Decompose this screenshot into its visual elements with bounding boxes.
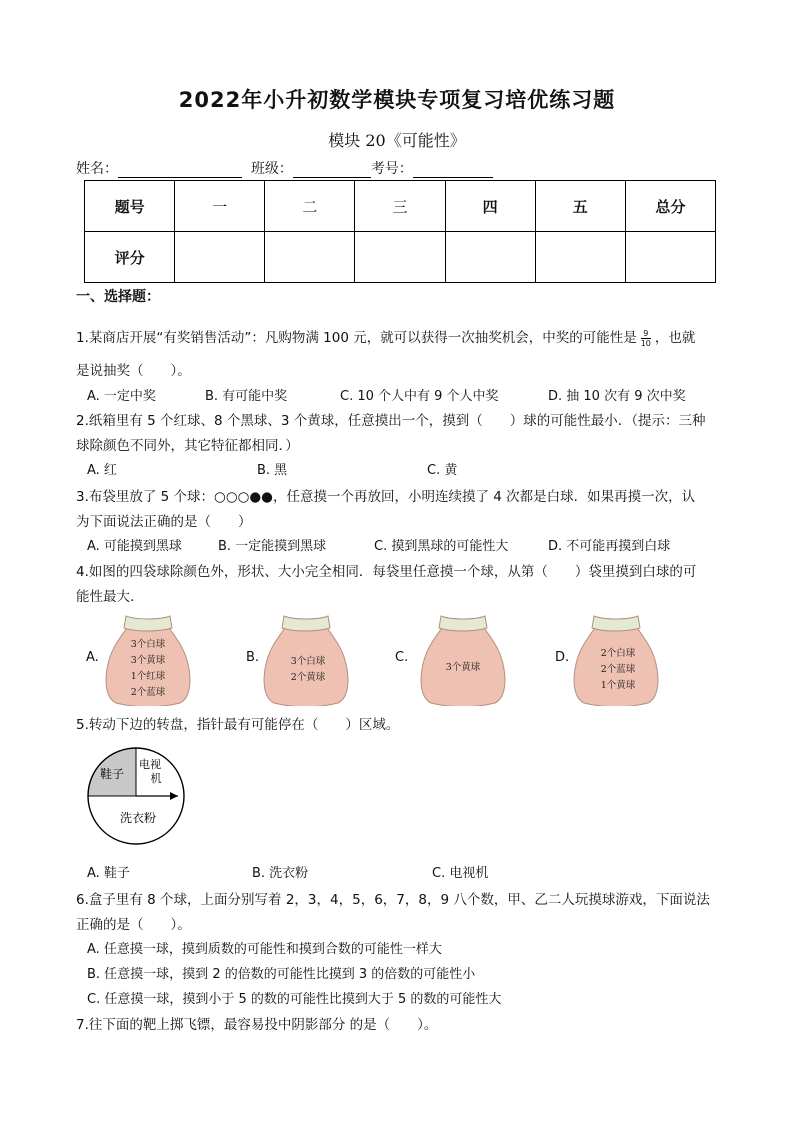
question-5-line-1: 5.转动下边的转盘，指针最有可能停在（ ）区域。: [76, 717, 400, 733]
question-2-option-a[interactable]: A. 红: [87, 463, 117, 478]
score-header-cell: 五: [535, 181, 625, 232]
question-4-line-2: 能性最大．: [76, 589, 144, 605]
bag-line: 2个黄球: [290, 672, 326, 683]
question-3-option-c[interactable]: C. 摸到黑球的可能性大: [374, 539, 509, 554]
score-header-cell: 总分: [625, 181, 715, 232]
question-5-option-c[interactable]: C. 电视机: [432, 866, 489, 881]
spinner-label-tv-2: 机: [150, 772, 162, 785]
question-2-line-1: 2.纸箱里有 5 个红球、8 个黑球、3 个黄球，任意摸出一个，摸到（ ）球的可能性最小．（提示：三种: [76, 413, 706, 429]
page-subtitle: 模块 20《可能性》: [328, 131, 466, 150]
page-title: 2022年小升初数学模块专项复习培优练习题: [178, 88, 616, 112]
name-blank: [118, 162, 242, 178]
exam-blank: [413, 162, 493, 178]
question-3-line-1: 3.布袋里放了 5 个球：○○○●●，任意摸一个再放回，小明连续摸了 4 次都是白球．如果再摸一次，认: [76, 489, 696, 505]
question-6-option-b[interactable]: B. 任意摸一球，摸到 2 的倍数的可能性比摸到 3 的倍数的可能性小: [87, 967, 476, 982]
class-blank: [293, 162, 371, 178]
score-header-cell: 二: [265, 181, 355, 232]
question-5-option-a[interactable]: A. 鞋子: [87, 866, 130, 881]
fraction-numerator: 9: [641, 329, 651, 339]
spinner-label-shoes: 鞋子: [99, 767, 125, 781]
question-2-line-2: 球除颜色不同外，其它特征都相同．）: [76, 438, 299, 454]
bag-line: 1个红球: [130, 671, 166, 682]
score-cell[interactable]: [625, 232, 715, 283]
question-6-option-c[interactable]: C. 任意摸一球，摸到小于 5 的数的可能性比摸到大于 5 的数的可能性大: [87, 992, 502, 1007]
exam-label: 考号：: [370, 161, 413, 177]
bag-top-shape: [282, 616, 330, 631]
bag-c[interactable]: [415, 612, 510, 706]
bag-b-letter[interactable]: B.: [246, 650, 260, 665]
bag-line: 3个白球: [290, 656, 326, 667]
bag-c-letter[interactable]: C.: [395, 650, 409, 665]
score-table-header-row: [85, 181, 716, 232]
bag-line: 1个黄球: [600, 680, 636, 691]
bag-line: 2个白球: [600, 648, 636, 659]
question-7-line-1: 7.往下面的靶上掷飞镖，最容易投中阴影部分 的是（ ）。: [76, 1017, 438, 1033]
spinner-label-powder: 洗衣粉: [119, 811, 157, 825]
score-row-label: 评分: [85, 232, 175, 283]
bag-a[interactable]: [100, 612, 195, 706]
fraction-nine-tenths: [641, 329, 651, 348]
score-cell[interactable]: [175, 232, 265, 283]
score-table: [84, 180, 716, 283]
student-info-line: [76, 158, 493, 178]
question-6-line-1: 6.盒子里有 8 个球，上面分别写着 2，3，4，5，6，7，8，9 八个数，甲、乙二人玩摸球游戏，下面说法: [76, 892, 710, 908]
question-1-text-end: ，也就: [654, 330, 696, 346]
question-3-option-b[interactable]: B. 一定能摸到黑球: [218, 539, 327, 554]
score-cell[interactable]: [445, 232, 535, 283]
bag-d-letter[interactable]: D.: [555, 650, 570, 665]
bag-top-shape: [124, 616, 172, 631]
bag-b[interactable]: [258, 612, 353, 706]
question-1-option-c[interactable]: C. 10 个人中有 9 个人中奖: [340, 389, 499, 404]
bag-top-shape: [439, 616, 487, 631]
question-3-option-a[interactable]: A. 可能摸到黑球: [87, 539, 182, 554]
question-1-text: 1.某商店开展“有奖销售活动”：凡购物满 100 元，就可以获得一次抽奖机会，中奖的可能性是: [76, 330, 637, 346]
question-3-option-d[interactable]: D. 不可能再摸到白球: [548, 539, 671, 554]
score-cell[interactable]: [265, 232, 355, 283]
question-1-option-d[interactable]: D. 抽 10 次有 9 次中奖: [548, 389, 686, 404]
spinner-wheel: [80, 746, 200, 850]
score-table-score-row: [85, 232, 716, 283]
bag-line: 3个白球: [130, 639, 166, 650]
score-header-cell: 三: [355, 181, 445, 232]
question-4-line-1: 4.如图的四袋球除颜色外，形状、大小完全相同．每袋里任意摸一个球，从第（ ）袋里摸到白球的可: [76, 564, 697, 580]
question-6-option-a[interactable]: A. 任意摸一球，摸到质数的可能性和摸到合数的可能性一样大: [87, 942, 442, 957]
spinner-pointer-arrow-icon: [170, 792, 178, 800]
score-header-cell: 四: [445, 181, 535, 232]
question-1-line-2: 是说抽奖（ ）。: [76, 363, 191, 379]
fraction-denominator: 10: [640, 338, 651, 348]
section-heading: 一、选择题：: [76, 289, 160, 305]
bag-line: 2个蓝球: [600, 664, 636, 675]
class-label: 班级：: [250, 161, 293, 177]
bag-line: 2个蓝球: [130, 687, 166, 698]
question-1-line-1: [76, 326, 695, 348]
bag-top-shape: [592, 616, 640, 631]
score-cell[interactable]: [535, 232, 625, 283]
score-cell[interactable]: [355, 232, 445, 283]
question-3-line-2: 为下面说法正确的是（ ）: [76, 514, 252, 530]
score-header-cell: 一: [175, 181, 265, 232]
name-label: 姓名：: [76, 161, 118, 177]
bag-d[interactable]: [568, 612, 663, 706]
question-2-option-b[interactable]: B. 黑: [257, 463, 288, 478]
score-header-cell: 题号: [85, 181, 175, 232]
question-1-option-a[interactable]: A. 一定中奖: [87, 389, 156, 404]
bag-line: 3个黄球: [130, 655, 166, 666]
question-6-line-2: 正确的是（ ）。: [76, 917, 191, 933]
question-2-option-c[interactable]: C. 黄: [427, 463, 458, 478]
bag-line: 3个黄球: [445, 662, 481, 673]
bag-a-letter[interactable]: A.: [86, 650, 99, 665]
question-1-option-b[interactable]: B. 有可能中奖: [205, 389, 288, 404]
question-5-option-b[interactable]: B. 洗衣粉: [252, 866, 309, 881]
spinner-label-tv-1: 电视: [139, 758, 161, 771]
